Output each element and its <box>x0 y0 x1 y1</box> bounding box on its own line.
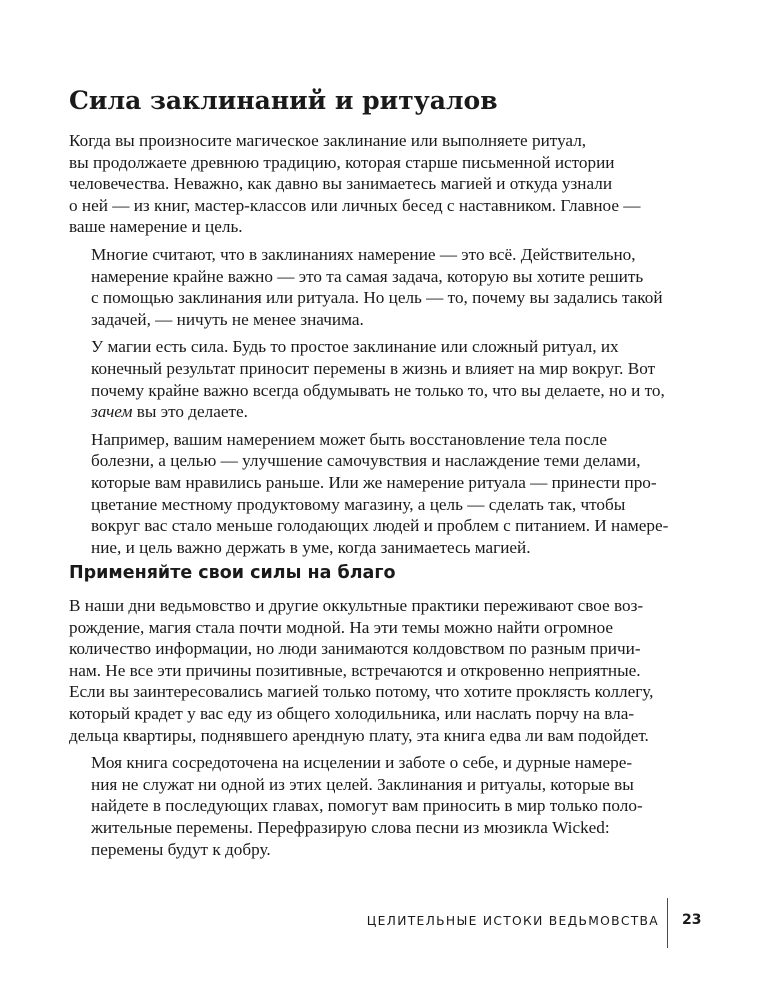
text-line: дельца квартиры, поднявшего арендную плату, эта книга едва ли вам подойдет. <box>69 725 649 745</box>
text-line: ваше намерение и цель. <box>69 217 243 237</box>
running-title: ЦЕЛИТЕЛЬНЫЕ ИСТОКИ ВЕДЬМОВСТВА <box>366 914 659 928</box>
text-line: перемены будут к добру. <box>91 839 271 859</box>
text-line: вы продолжаете древнюю традицию, которая старше письменной истории <box>69 152 615 172</box>
text-line: Например, вашим намерением может быть восстановление тела после <box>91 429 607 449</box>
text-line: конечный результат приносит перемены в жизнь и влияет на мир вокруг. Вот <box>91 358 656 378</box>
emphasized-word: зачем <box>91 402 133 422</box>
text-line: цветание местному продуктовому магазину, а цель — сделать так, чтобы <box>91 494 626 514</box>
text-line: намерение крайне важно — это та самая задача, которую вы хотите решить <box>91 266 644 286</box>
paragraph-3 <box>69 336 693 422</box>
text-line: У магии есть сила. Будь то простое заклинание или сложный ритуал, их <box>91 337 619 357</box>
text-line: вокруг вас стало меньше голодающих людей и проблем с питанием. И намере- <box>91 516 669 536</box>
footer-divider <box>667 898 668 948</box>
page-number: 23 <box>682 912 702 928</box>
text-line: о ней — из книг, мастер-классов или личных бесед с наставником. Главное — <box>69 195 641 215</box>
text-line: почему крайне важно всегда обдумывать не только то, что вы делаете, но и то, <box>91 380 665 400</box>
text-line: Многие считают, что в заклинаниях намерение — это всё. Действительно, <box>91 244 636 264</box>
text-line: которые вам нравились раньше. Или же намерение ритуала — принести про- <box>91 472 657 492</box>
text-line: Моя книга сосредоточена на исцелении и заботе о себе, и дурные намере- <box>91 753 633 773</box>
text-line: болезни, а целью — улучшение самочувствия и наслаждение теми делами, <box>91 451 641 471</box>
text-line: человечества. Неважно, как давно вы занимаетесь магией и откуда узнали <box>69 174 613 194</box>
text-line: с помощью заклинания или ритуала. Но цель — то, почему вы задались такой <box>91 288 663 308</box>
paragraph-6 <box>69 752 693 860</box>
text-line: задачей, — ничуть не менее значима. <box>91 309 364 329</box>
text-line: В наши дни ведьмовство и другие оккультные практики переживают свое воз- <box>69 596 644 615</box>
paragraph-2 <box>69 244 693 330</box>
text-line: ния не служат ни одной из этих целей. Заклинания и ритуалы, которые вы <box>91 774 634 794</box>
section-2-body <box>69 595 693 866</box>
section-heading: Сила заклинаний и ритуалов <box>69 86 498 115</box>
text-line: жительные перемены. Перефразирую слова песни из мюзикла Wicked: <box>91 817 610 837</box>
text-line: Когда вы произносите магическое заклинание или выполняете ритуал, <box>69 131 587 150</box>
text-line: количество информации, но люди занимаются колдовством по разным причи- <box>69 639 641 659</box>
section-1-body <box>69 130 693 564</box>
text-line: ние, и цель важно держать в уме, когда занимаетесь магией. <box>91 537 531 557</box>
text-line: рождение, магия стала почти модной. На эти темы можно найти огромное <box>69 617 614 637</box>
paragraph-1 <box>69 130 693 238</box>
text-line: Если вы заинтересовались магией только потому, что хотите проклясть коллегу, <box>69 682 654 702</box>
text-line: который крадет у вас еду из общего холодильника, или наслать порчу на вла- <box>69 703 635 723</box>
subsection-heading: Применяйте свои силы на благо <box>69 563 396 583</box>
text-line: нам. Не все эти причины позитивные, встречаются и откровенно неприятные. <box>69 660 641 680</box>
paragraph-5 <box>69 595 693 746</box>
text-fragment: вы это делаете. <box>132 402 248 422</box>
paragraph-4 <box>69 429 693 559</box>
text-line <box>69 401 693 423</box>
text-line: найдете в последующих главах, помогут вам приносить в мир только поло- <box>91 796 643 816</box>
